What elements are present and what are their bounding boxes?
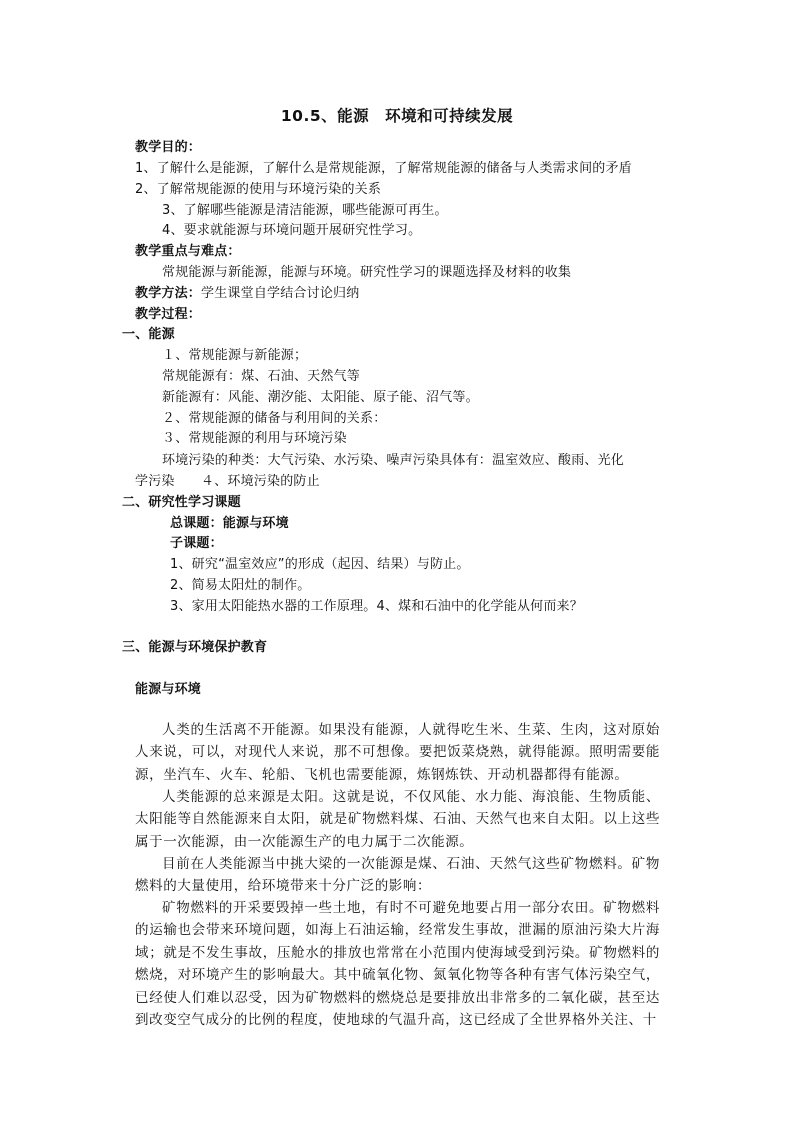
page-title: 10.5、能源 环境和可持续发展 (280, 107, 514, 125)
section1-line: 环境污染的种类：大气污染、水污染、噪声污染具体有：温室效应、酸雨、光化 (162, 453, 625, 468)
section1-line: 常规能源有：煤、石油、天然气等 (162, 369, 361, 384)
section1-line: ３、常规能源的利用与环境污染 (162, 431, 347, 446)
body-paragraph: 人类能源的总来源是太阳。这就是说，不仅风能、水力能、海浪能、生物质能、太阳能等自然能源来自太阳，就是矿物燃料煤、石油、天然气也来自太阳。以上这些属于一次能源，由一次能源生产的电力属于二次能源。 (135, 789, 660, 850)
section1-line: ２、常规能源的储备与利用间的关系： (162, 411, 387, 426)
section1-line: １、常规能源与新能源； (162, 348, 308, 363)
objectives-heading: 教学目的： (135, 140, 202, 155)
section3-subheading: 能源与环境 (135, 682, 202, 697)
objective-item: 3、了解哪些能源是清洁能源，哪些能源可再生。 (162, 203, 448, 218)
objective-item: 1、了解什么是能源，了解什么是常规能源，了解常规能源的储备与人类需求间的矛盾 (135, 161, 632, 176)
method-text: 学生课堂自学结合讨论归纳 (201, 286, 360, 301)
objective-item: 4、要求就能源与环境问题开展研究性学习。 (162, 223, 422, 238)
keypoints-text: 常规能源与新能源，能源与环境。研究性学习的课题选择及材料的收集 (162, 265, 572, 280)
subtopic-item: 1、研究“温室效应”的形成（起因、结果）与防止。 (170, 557, 470, 572)
body-paragraph: 目前在人类能源当中挑大梁的一次能源是煤、石油、天然气这些矿物燃料。矿物燃料的大量使用，给环境带来十分广泛的影响： (135, 856, 660, 895)
subtopic-item: 3、家用太阳能热水器的工作原理。4、煤和石油中的化学能从何而来？ (170, 599, 583, 614)
section1-heading: 一、能源 (122, 327, 175, 342)
section2-heading: 二、研究性学习课题 (122, 495, 241, 510)
objective-item: 2、了解常规能源的使用与环境污染的关系 (135, 182, 382, 197)
body-paragraph: 人类的生活离不开能源。如果没有能源，人就得吃生米、生菜、生肉，这对原始人来说，可以，对现代人来说，那不可想像。要把饭菜烧熟，就得能源。照明需要能源，坐汽车、火车、轮船、飞机也需要能源，炼钢炼铁、开动机器都得有能源。 (135, 722, 660, 783)
main-topic: 总课题：能源与环境 (170, 516, 289, 531)
body-paragraph: 矿物燃料的开采要毁掉一些土地，有时不可避免地要占用一部分农田。矿物燃料的运输也会带来环境问题，如海上石油运输，经常发生事故，泄漏的原油污染大片海域；就是不发生事故，压舱水的排放也常常在小范围内使海域受到污染。矿物燃料的燃烧，对环境产生的影响最大。其中硫氧化物、氮氧化物等各种有害气体污染空气，已经使人们难以忍受，因为矿物燃料的燃烧总是要排放出非常多的二氧化碳，甚至达到改变空气成分的比例的程度，使地球的气温升高，这已经成了全世界格外关注、十 (135, 900, 660, 1029)
method-heading: 教学方法： (135, 286, 202, 301)
subtopic-heading: 子课题： (170, 536, 223, 551)
section3-heading: 三、能源与环境保护教育 (122, 640, 268, 655)
process-heading: 教学过程： (135, 307, 202, 322)
section1-line: 学污染 ４、环境污染的防止 (135, 474, 320, 489)
method-line (135, 284, 359, 304)
keypoints-heading: 教学重点与难点： (135, 244, 241, 259)
subtopic-item: 2、简易太阳灶的制作。 (170, 578, 311, 593)
section1-line: 新能源有：风能、潮汐能、太阳能、原子能、沼气等。 (162, 390, 479, 405)
